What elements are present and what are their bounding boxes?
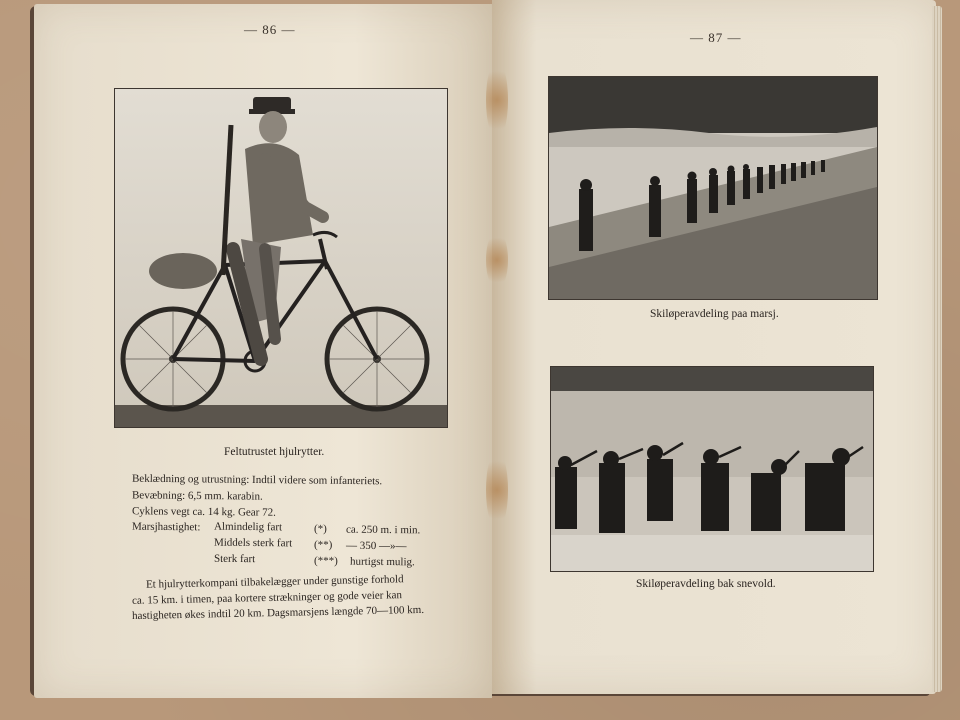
paragraph-line: hastigheten økes indtil 20 km. Dagsmarsjens længde 70—100 km.	[131, 603, 425, 623]
left-page	[34, 4, 492, 698]
foxing-stain	[486, 230, 508, 290]
open-book	[28, 0, 943, 708]
speed-row-value: hurtigst mulig.	[349, 555, 415, 569]
equipment-line: Beklædning og utrustning: Indtil videre som infanteriets.	[131, 472, 383, 488]
bicycle-weight-line: Cyklens vegt ca. 14 kg. Gear 72.	[131, 505, 276, 519]
speed-row-name: Middels sterk fart	[213, 536, 293, 550]
march-speed-label: Marsjhastighet:	[131, 520, 201, 534]
cyclist-photo	[114, 88, 448, 428]
speed-row-name: Sterk fart	[213, 552, 256, 566]
speed-row-value: ca. 250 m. i min.	[345, 523, 421, 537]
armament-line: Bevæbning: 6,5 mm. karabin.	[131, 489, 263, 503]
right-page-number: — 87 —	[690, 30, 742, 45]
cyclist-photo-caption: Feltutrustet hjulrytter.	[224, 446, 325, 458]
speed-row-symbol: (**)	[313, 538, 333, 552]
page-edges	[932, 6, 942, 692]
speed-row-value: — 350 —»—	[345, 539, 407, 553]
paragraph-line: ca. 15 km. i timen, paa kortere strækninger og gode veier kan	[131, 589, 403, 607]
foxing-stain	[486, 60, 508, 140]
speed-row-name: Almindelig fart	[213, 520, 283, 534]
ski-march-caption: Skiløperavdeling paa marsj.	[650, 308, 779, 320]
speed-row-symbol: (***)	[313, 554, 338, 568]
right-page	[492, 0, 936, 694]
foxing-stain	[486, 450, 508, 530]
ski-snowbank-photo	[550, 366, 874, 572]
paragraph-line: Et hjulrytterkompani tilbakelægger under gunstige forhold	[145, 573, 404, 591]
left-page-number: — 86 —	[244, 22, 296, 37]
ski-snowbank-caption: Skiløperavdeling bak snevold.	[636, 578, 776, 590]
speed-row-symbol: (*)	[313, 522, 327, 536]
ski-march-photo	[548, 76, 878, 300]
